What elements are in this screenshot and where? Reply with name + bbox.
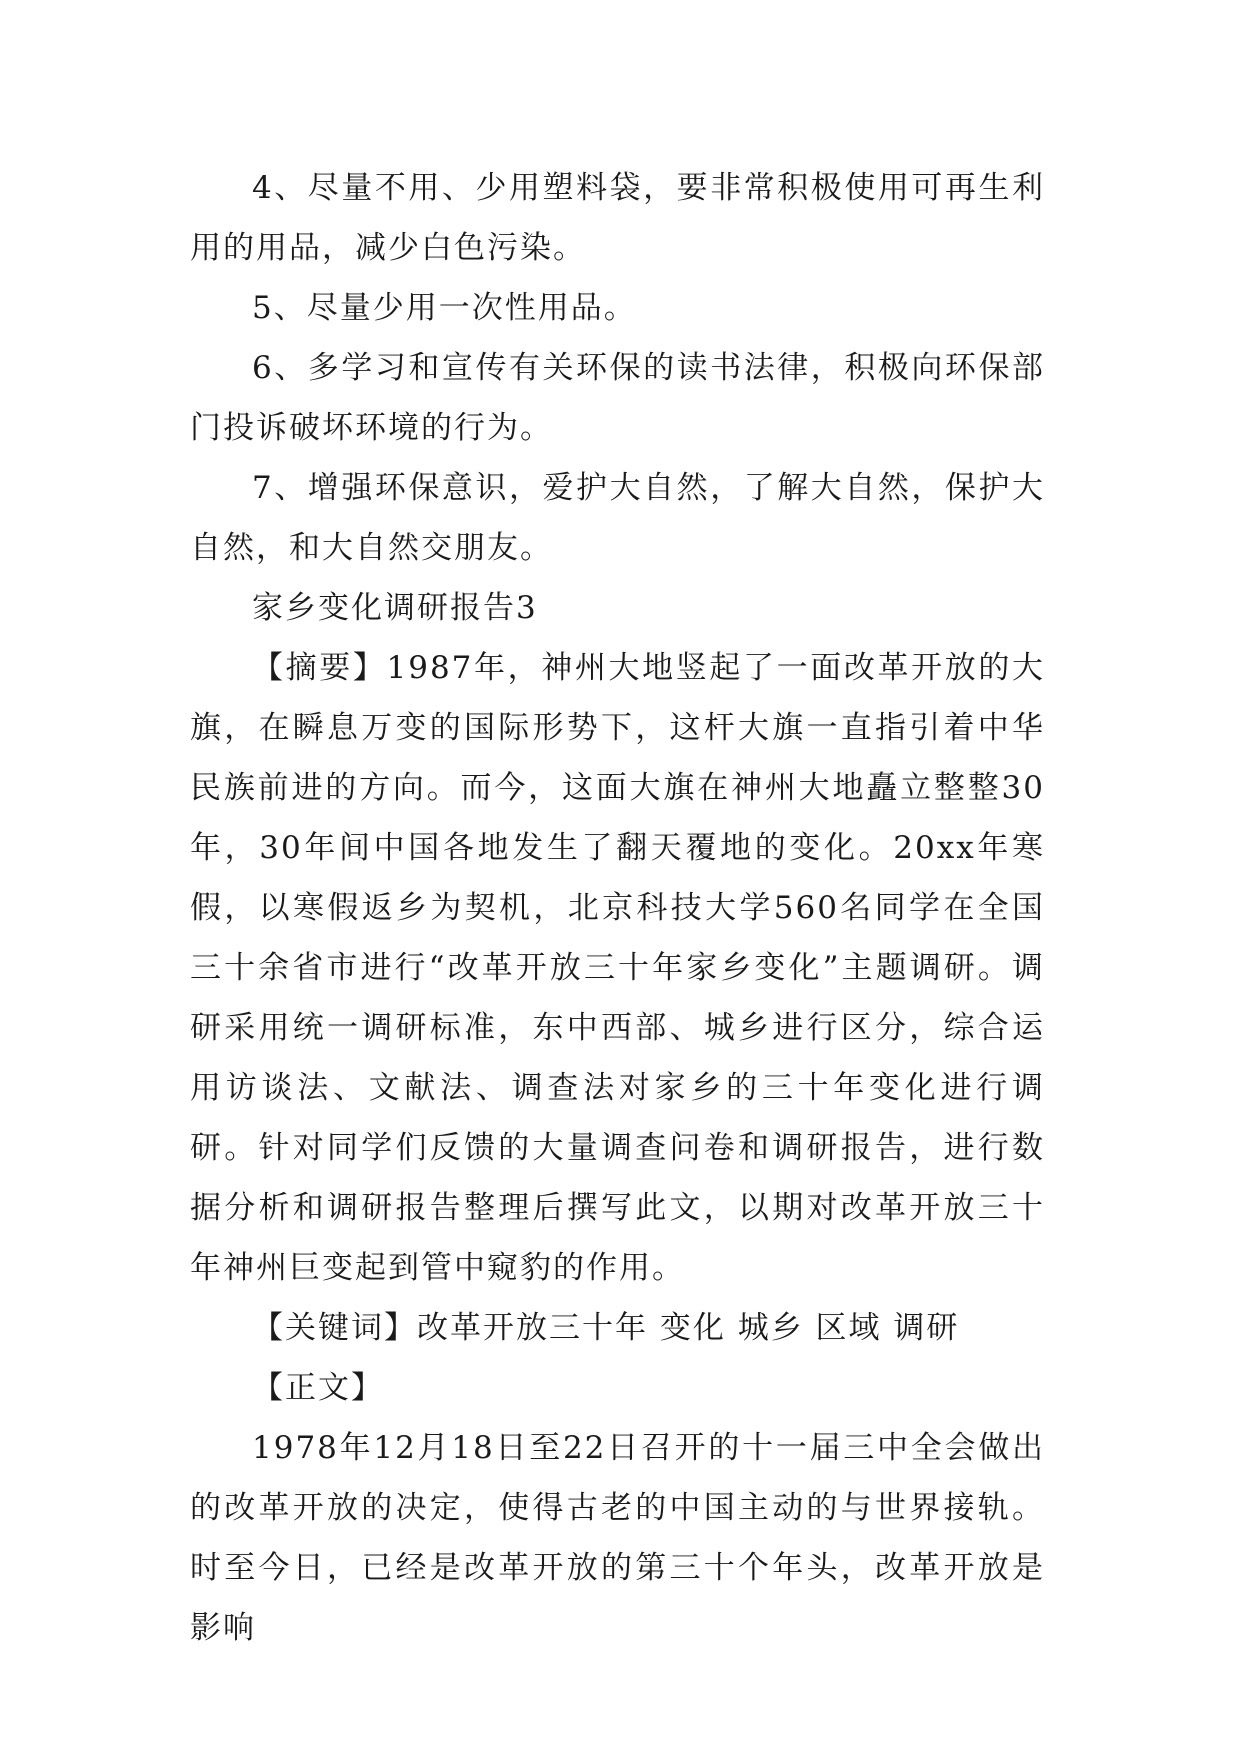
list-item-7: 7、增强环保意识，爱护大自然，了解大自然，保护大自然，和大自然交朋友。: [190, 470, 1045, 566]
list-item-4: 4、尽量不用、少用塑料袋，要非常积极使用可再生利用的用品，减少白色污染。: [190, 170, 1045, 266]
document-body: [190, 158, 1045, 1658]
list-item-6: 6、多学习和宣传有关环保的读书法律，积极向环保部门投诉破坏环境的行为。: [190, 350, 1045, 446]
body-paragraph: 1978年12月18日至22日召开的十一届三中全会做出的改革开放的决定，使得古老的中国主动的与世界接轨。时至今日，已经是改革开放的第三十个年头，改革开放是影响: [190, 1430, 1045, 1646]
list-item-5: 5、尽量少用一次性用品。: [252, 290, 637, 326]
keywords-paragraph: 【关键词】改革开放三十年 变化 城乡 区域 调研: [252, 1310, 960, 1346]
abstract-paragraph: 【摘要】1987年，神州大地竖起了一面改革开放的大旗，在瞬息万变的国际形势下，这杆大旗一直指引着中华民族前进的方向。而今，这面大旗在神州大地矗立整整30年，30年间中国各地发生了翻天覆地的变化。20xx年寒假，以寒假返乡为契机，北京科技大学560名同学在全国三十余省市进行“改革开放三十年家乡变化”主题调研。调研采用统一调研标准，东中西部、城乡进行区分，综合运用访谈法、文献法、调查法对家乡的三十年变化进行调研。针对同学们反馈的大量调查问卷和调研报告，进行数据分析和调研报告整理后撰写此文，以期对改革开放三十年神州巨变起到管中窥豹的作用。: [190, 650, 1045, 1286]
section-heading: 家乡变化调研报告3: [252, 590, 538, 626]
main-text-label: 【正文】: [252, 1370, 384, 1406]
